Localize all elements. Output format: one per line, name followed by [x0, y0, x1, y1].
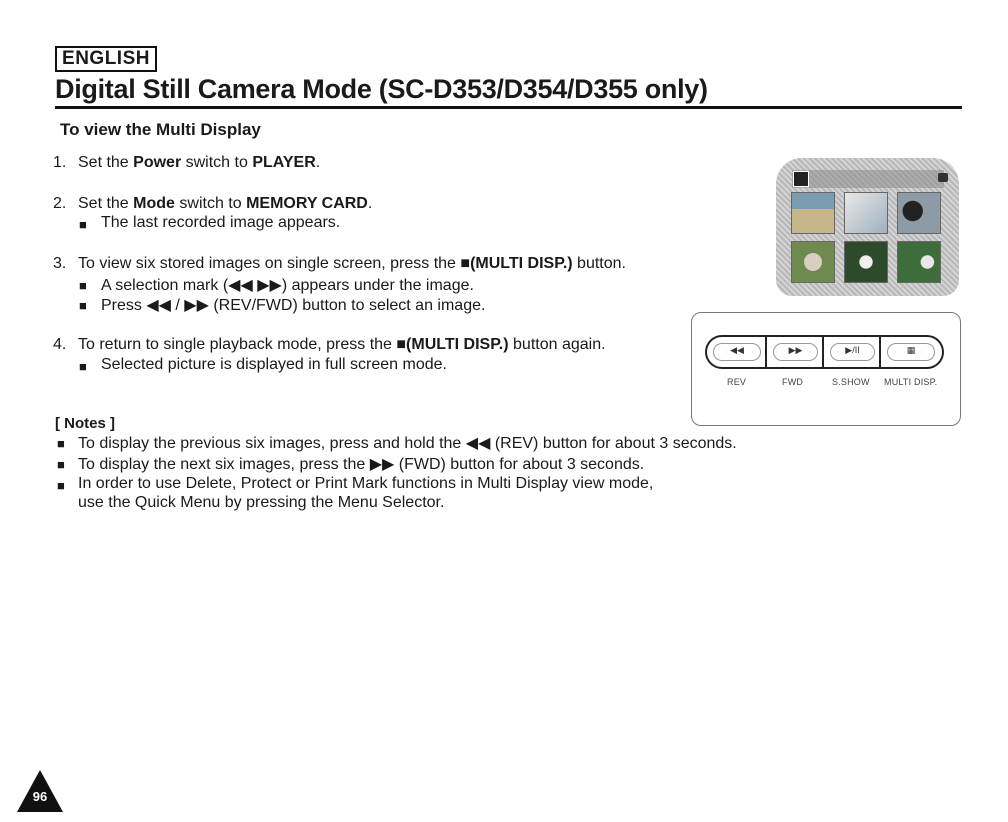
thumbnail-image	[791, 192, 835, 234]
bullet-icon: ■	[57, 478, 65, 493]
step-number: 4.	[53, 336, 67, 353]
note-item: To display the previous six images, press and hold the ◀◀ (REV) button for about 3 seconds.	[78, 435, 737, 452]
step-bullet: A selection mark (◀◀ ▶▶) appears under the image.	[101, 277, 474, 294]
play-pause-icon: ▶/II	[845, 345, 860, 355]
note-item-continued: use the Quick Menu by pressing the Menu Selector.	[78, 494, 445, 511]
thumbnail-image	[844, 241, 888, 283]
bullet-icon: ■	[79, 217, 87, 232]
thumbnail-image	[844, 192, 888, 234]
button-label: S.SHOW	[832, 377, 870, 387]
step-number: 1.	[53, 154, 67, 171]
step-bullet: Press ◀◀ / ▶▶ (REV/FWD) button to select an image.	[101, 297, 486, 314]
page-title: Digital Still Camera Mode (SC-D353/D354/D355 only)	[55, 74, 708, 104]
step-number: 3.	[53, 255, 67, 272]
note-item: To display the next six images, press the ▶▶ (FWD) button for about 3 seconds.	[78, 456, 645, 473]
notes-heading: [ Notes ]	[55, 415, 115, 432]
step-number: 2.	[53, 195, 67, 212]
step-text: Set the Power switch to PLAYER.	[78, 154, 321, 171]
photo-mode-icon	[793, 171, 809, 187]
section-heading: To view the Multi Display	[60, 120, 261, 139]
bullet-icon: ■	[57, 436, 65, 451]
thumbnail-image	[897, 241, 941, 283]
language-label: ENGLISH	[55, 46, 157, 72]
multi-display-icon: ▦	[906, 345, 916, 355]
step-text: To view six stored images on single screen, press the ■(MULTI DISP.) button.	[78, 255, 626, 272]
thumbnail-image	[791, 241, 835, 283]
rewind-icon: ◀◀	[730, 345, 744, 355]
bullet-icon: ■	[79, 298, 87, 313]
button-label: REV	[727, 377, 747, 387]
step-bullet: Selected picture is displayed in full screen mode.	[101, 356, 447, 373]
fast-forward-icon: ▶▶	[788, 345, 803, 355]
note-item: In order to use Delete, Protect or Print Mark functions in Multi Display view mode,	[78, 475, 654, 492]
bullet-icon: ■	[57, 457, 65, 472]
thumbnail-image	[897, 192, 941, 234]
step-bullet: The last recorded image appears.	[101, 214, 341, 231]
button-label: FWD	[782, 377, 804, 387]
lcd-status-bar	[792, 170, 944, 188]
lcd-multi-display-illustration	[776, 158, 959, 296]
step-text: Set the Mode switch to MEMORY CARD.	[78, 195, 373, 212]
step-text: To return to single playback mode, press the ■(MULTI DISP.) button again.	[78, 336, 606, 353]
page-number: 96	[32, 789, 48, 804]
bullet-icon: ■	[79, 278, 87, 293]
button-panel-illustration	[691, 312, 961, 426]
button-label: MULTI DISP.	[884, 377, 938, 387]
title-rule	[55, 106, 962, 109]
memory-card-icon	[938, 173, 948, 182]
bullet-icon: ■	[79, 359, 87, 374]
